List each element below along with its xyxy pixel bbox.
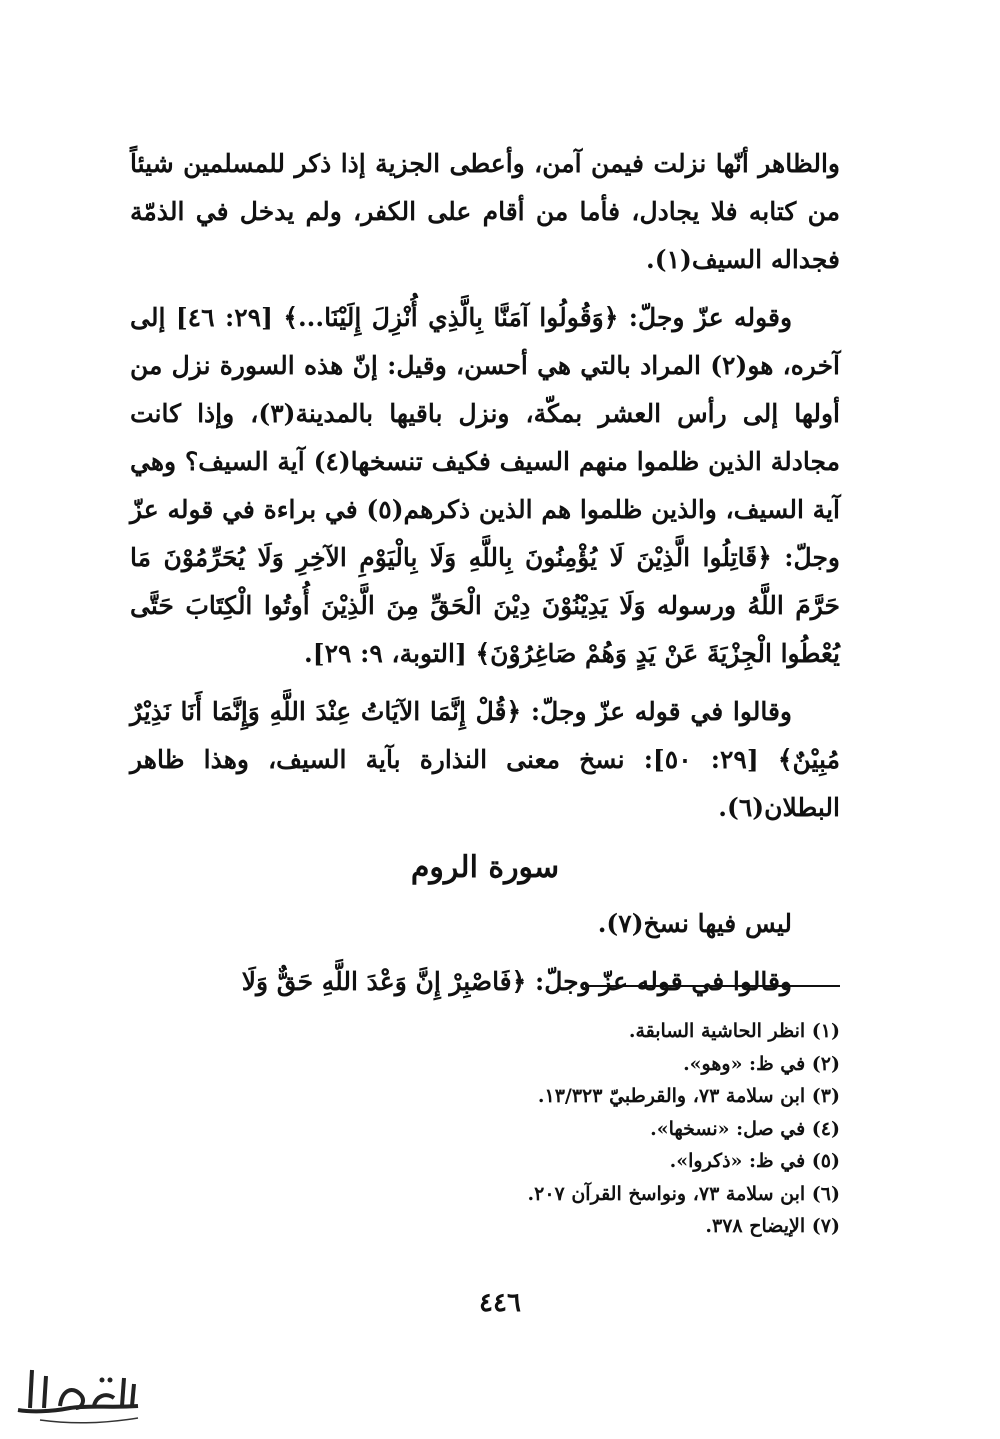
paragraph-5: وقالوا في قوله عزّ وجلّ: ﴿فَاصْبِرْ إِنَّ وَعْدَ اللَّهِ حَقٌّ وَلَا <box>241 967 792 996</box>
paragraph-4: ليس فيها نسخ(٧). <box>597 909 792 938</box>
footnotes <box>380 1015 840 1243</box>
page-number: ٤٤٦ <box>479 1288 521 1318</box>
calligraphy-logo-icon <box>10 1350 150 1428</box>
paragraph-2: وقوله عزّ وجلّ: ﴿وَقُولُوا آمَنَّا بِالَّذِي أُنْزِلَ إِلَيْنَا...﴾ [٢٩: ٤٦] إلى آخره، هو(٢) المراد بالتي هي أحسن، وقيل: إنّ هذه السورة نزل من أولها إلى رأس العشر بمكّة، ونزل باقيها بالمدينة(٣)، وإذا كانت مجادلة الذين ظلموا منهم السيف فكيف تنسخها(٤) آية السيف؟ وهي آية السيف، والذين ظلموا هم الذين ذكرهم(٥) في براءة في قوله عزّ وجلّ: ﴿قَاتِلُوا الَّذِيْنَ لَا يُؤْمِنُونَ بِاللَّهِ وَلَا بِالْيَوْمِ الآخِرِ وَلَا يُحَرِّمُوْنَ مَا حَرَّمَ اللَّهُ ورسوله وَلَا يَدِيْنُوْنَ دِيْنَ الْحَقِّ مِنَ الَّذِيْنَ أُوتُوا الْكِتَابَ حَتَّى يُعْطُوا الْجِزْيَةَ عَنْ يَدٍ وَهُمْ صَاغِرُوْنَ﴾ [التوبة، ٩: ٢٩]. <box>130 303 840 668</box>
footnote-divider <box>585 985 840 987</box>
paragraph-1: والظاهر أنّها نزلت فيمن آمن، وأعطى الجزية إذا ذكر للمسلمين شيئاً من كتابه فلا يجادل، فأما من أقام على الكفر، ولم يدخل في الذمّة فجداله السيف(١). <box>130 149 840 274</box>
paragraph-3: وقالوا في قوله عزّ وجلّ: ﴿قُلْ إِنَّمَا الآيَاتُ عِنْدَ اللَّهِ وَإِنَّمَا أَنَا نَذِيْرٌ مُبِيْنٌ﴾ [٢٩: ٥٠]: نسخ معنى النذارة بآية السيف، وهذا ظاهر البطلان(٦). <box>130 697 840 822</box>
footnote-4: (٤) في صل: «نسخها». <box>650 1117 840 1140</box>
main-text <box>130 140 840 1016</box>
footnote-2: (٢) في ظ: «وهو». <box>683 1052 840 1075</box>
footnote-7: (٧) الإيضاح ٣٧٨. <box>705 1215 840 1237</box>
footnote-3: (٣) ابن سلامة ٧٣، والقرطبيّ ١٣/٣٢٣. <box>537 1085 840 1107</box>
footnote-5: (٥) في ظ: «ذكروا». <box>669 1150 840 1172</box>
footnote-6: (٦) ابن سلامة ٧٣، ونواسخ القرآن ٢٠٧. <box>527 1182 840 1205</box>
section-title: سورة الروم <box>410 850 560 885</box>
footnote-1: (١) انظر الحاشية السابقة. <box>628 1020 840 1042</box>
